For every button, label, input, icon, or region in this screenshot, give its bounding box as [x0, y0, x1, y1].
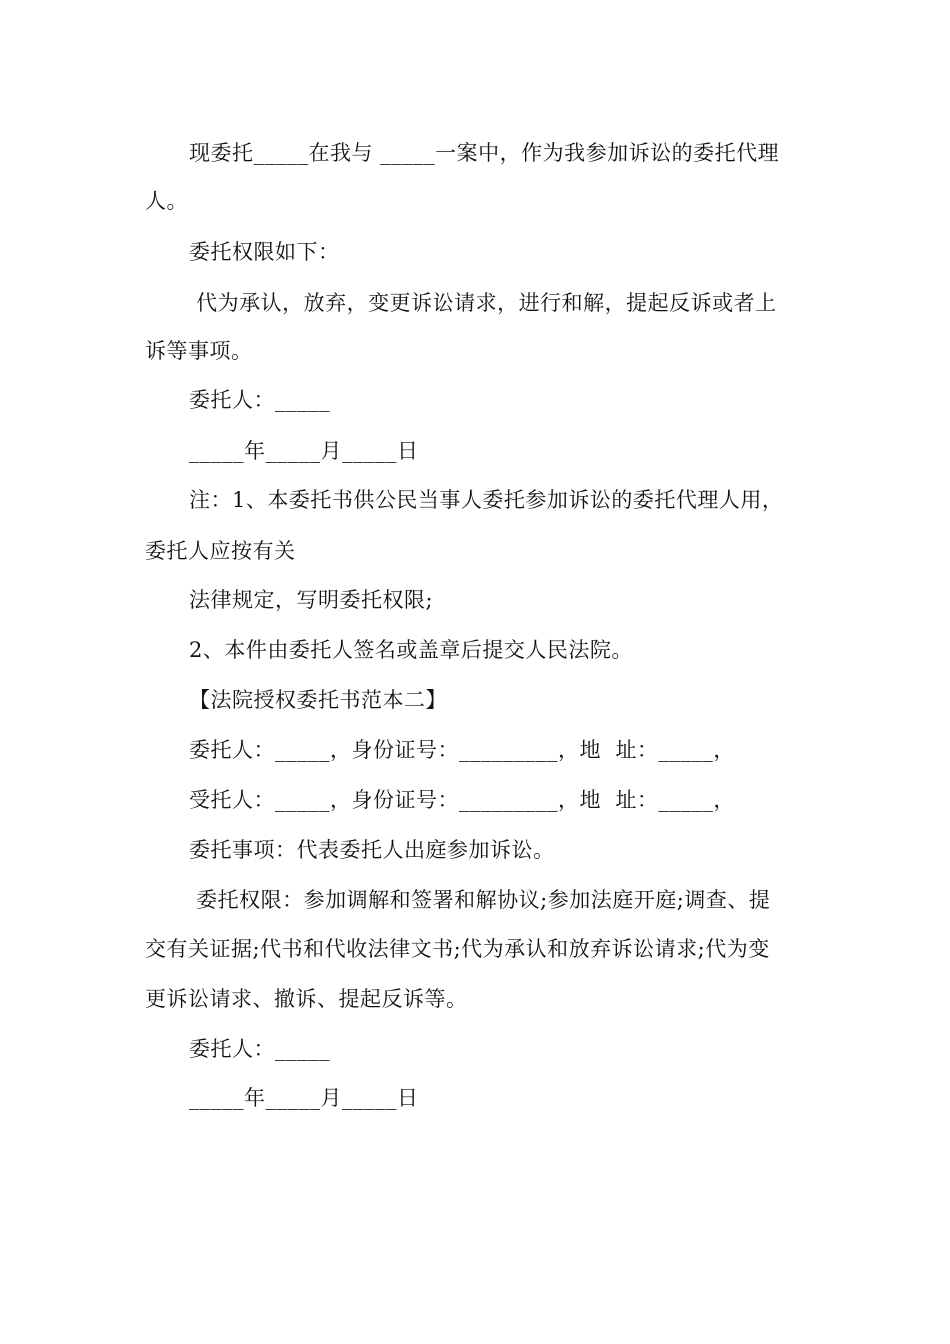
heading-authority: 委托权限如下：: [189, 240, 340, 264]
entrusted-matters: 委托事项：代表委托人出庭参加诉讼。: [189, 838, 555, 862]
principal-info-line: 委托人：_____，身份证号：_________，地 址：_____，: [189, 738, 735, 762]
paragraph-authority: 代为承认，放弃，变更诉讼请求，进行和解，提起反诉或者上: [189, 291, 777, 315]
note-1: 注：1、本委托书供公民当事人委托参加诉讼的委托代理人用，: [189, 488, 784, 512]
signature-principal: 委托人：_____: [189, 388, 330, 412]
section-title-sample-2: 【法院授权委托书范本二】: [189, 688, 447, 712]
note-2: 2、本件由委托人签名或盖章后提交人民法院。: [189, 638, 633, 662]
signature-principal-2: 委托人：_____: [189, 1037, 330, 1061]
signature-date: _____年_____月_____日: [189, 439, 419, 463]
note-1-cont: 委托人应按有关: [145, 539, 296, 563]
authority-scope-cont: 交有关证据;代书和代收法律文书;代为承认和放弃诉讼请求;代为变: [145, 937, 770, 961]
paragraph-entrust-agent-cont: 人。: [145, 189, 188, 213]
agent-info-line: 受托人：_____，身份证号：_________，地 址：_____，: [189, 788, 735, 812]
note-1-cont-2: 法律规定，写明委托权限;: [189, 588, 434, 612]
paragraph-entrust-agent: 现委托_____在我与 _____一案中，作为我参加诉讼的委托代理: [189, 141, 780, 165]
signature-date-2: _____年_____月_____日: [189, 1086, 419, 1110]
authority-scope-cont-2: 更诉讼请求、撤诉、提起反诉等。: [145, 987, 468, 1011]
authority-scope: 委托权限：参加调解和签署和解协议;参加法庭开庭;调查、提: [189, 888, 771, 912]
paragraph-authority-cont: 诉等事项。: [145, 339, 253, 363]
